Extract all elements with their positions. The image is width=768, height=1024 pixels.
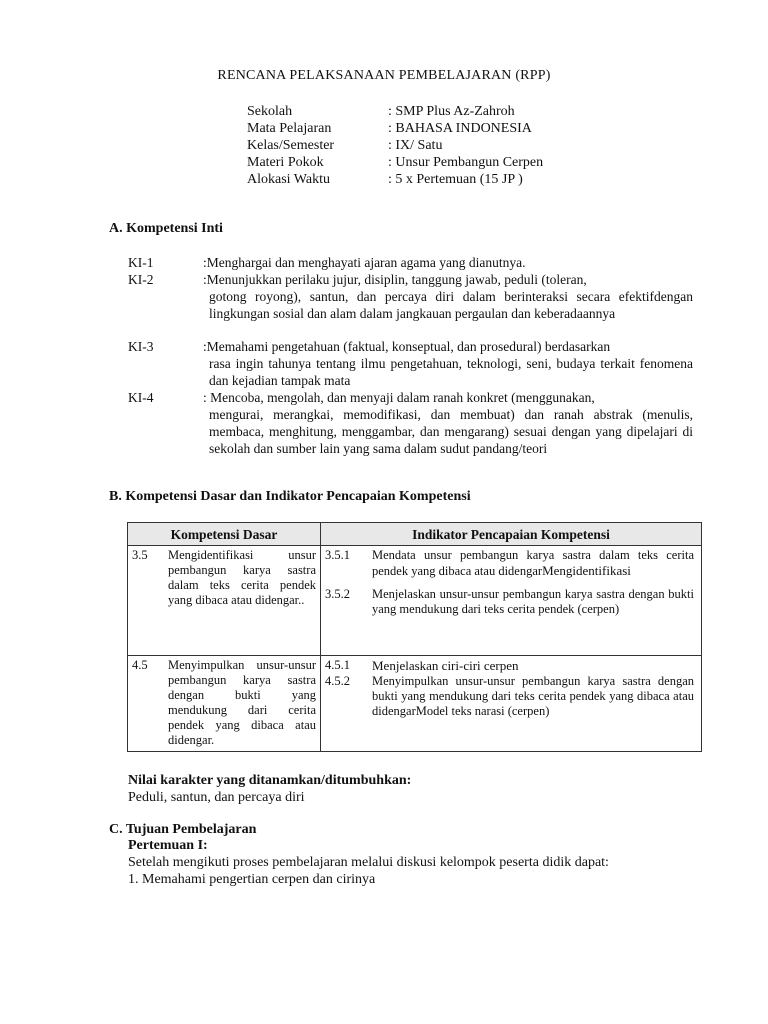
document-title: RENCANA PELAKSANAAN PEMBELAJARAN (RPP) [217, 68, 551, 83]
indicator-number: 4.5.1 [325, 658, 350, 672]
indicator-text-wrap [372, 548, 694, 579]
indicator-text: Menyimpulkan unsur-unsur pembangun karya sastra dengan bukti yang mendukung dari teks cerita pendek yang dibaca atau didengarModel teks narasi (cerpen) [372, 674, 694, 718]
indicator-cell [321, 546, 702, 656]
indicator-item [325, 548, 697, 579]
indicator-text: Mendata unsur pembangun karya sastra dalam teks cerita pendek yang dibaca atau didengar [372, 548, 694, 578]
table-row [128, 656, 702, 752]
kd-cell [128, 656, 321, 752]
indicator-text: Menjelaskan unsur-unsur pembangun karya sastra dengan bukti yang mendukung dari teks cerita pendek (cerpen) [372, 587, 694, 616]
tujuan-intro: Setelah mengikuti proses pembelajaran melalui diskusi kelompok peserta didik dapat: [128, 855, 609, 870]
ki-code: KI-1 [128, 255, 154, 270]
ki-4 [128, 389, 693, 457]
table-row [128, 546, 702, 656]
ki-1 [128, 254, 693, 271]
ki-2 [128, 271, 693, 322]
table-header-row [128, 523, 702, 546]
competency-table [127, 522, 702, 752]
column-header-indikator: Indikator Pencapaian Kompetensi [321, 523, 702, 546]
indicator-number: 4.5.2 [325, 674, 350, 688]
indicator-number: 3.5.1 [325, 548, 350, 562]
info-label: Sekolah [247, 104, 293, 119]
ki-text: :Menunjukkan perilaku jujur, disiplin, tanggung jawab, peduli (toleran, [203, 272, 587, 287]
section-c-heading: C. Tujuan Pembelajaran [109, 822, 257, 837]
indicator-extra: Mengidentifikasi [542, 563, 631, 578]
info-value: : 5 x Pertemuan (15 JP ) [388, 172, 523, 187]
ki-text-continued: mengurai, merangkai, memodifikasi, dan membuat) dan ranah abstrak (menulis, membaca, menghitung, menggambar, dan mengarang) sesuai dengan yang dipelajari di sekolah dan sumber lain yang sama dalam sudut pandang/teori [209, 407, 693, 456]
ki-3 [128, 338, 693, 389]
ki-code: KI-4 [128, 390, 154, 405]
info-value: : BAHASA INDONESIA [388, 121, 532, 136]
kd-number: 3.5 [132, 548, 148, 562]
kd-text: Mengidentifikasi unsur pembangun karya sastra dalam teks cerita pendek yang dibaca atau didengar.. [168, 548, 316, 607]
ki-text: :Menghargai dan menghayati ajaran agama yang dianutnya. [203, 255, 526, 270]
section-b-heading: B. Kompetensi Dasar dan Indikator Pencapaian Kompetensi [109, 489, 471, 504]
ki-code: KI-2 [128, 272, 154, 287]
info-value: : SMP Plus Az-Zahroh [388, 104, 515, 119]
indicator-item [325, 658, 697, 673]
ki-code: KI-3 [128, 339, 154, 354]
indicator-cell [321, 656, 702, 752]
pertemuan-heading: Pertemuan I: [128, 838, 208, 853]
ki-text-continued: rasa ingin tahunya tentang ilmu pengetahuan, teknologi, seni, budaya terkait fenomena dan kejadian tampak mata [209, 356, 693, 388]
info-row-mata-pelajaran [247, 120, 543, 137]
section-a-heading: A. Kompetensi Inti [109, 221, 223, 236]
ki-text: :Memahami pengetahuan (faktual, konseptual, dan prosedural) berdasarkan [203, 339, 611, 354]
info-value: : Unsur Pembangun Cerpen [388, 155, 544, 170]
ki-text-continued: gotong royong), santun, dan percaya diri dalam berinteraksi secara efektifdengan lingkungan sosial dan alam dalam jangkauan pergaulan dan keberadaannya [209, 289, 693, 321]
info-row-kelas-semester [247, 137, 543, 154]
indicator-item [325, 587, 697, 617]
info-value: : IX/ Satu [388, 138, 443, 153]
ki-text: : Mencoba, mengolah, dan menyaji dalam ranah konkret (menggunakan, [203, 390, 595, 405]
info-row-sekolah [247, 103, 543, 120]
info-label: Materi Pokok [247, 155, 324, 170]
kd-cell [128, 546, 321, 656]
kd-number: 4.5 [132, 658, 148, 672]
info-label: Kelas/Semester [247, 138, 335, 153]
nilai-heading: Nilai karakter yang ditanamkan/ditumbuhkan: [128, 773, 412, 788]
column-header-kompetensi-dasar: Kompetensi Dasar [128, 523, 321, 546]
indicator-item [325, 674, 697, 719]
tujuan-item: 1. Memahami pengertian cerpen dan cirinya [128, 872, 376, 887]
info-row-materi-pokok [247, 154, 543, 171]
nilai-text: Peduli, santun, dan percaya diri [128, 790, 305, 805]
info-label: Alokasi Waktu [247, 172, 330, 187]
indicator-number: 3.5.2 [325, 587, 350, 601]
indicator-text: Menjelaskan ciri-ciri cerpen [372, 658, 519, 673]
info-label: Mata Pelajaran [247, 121, 332, 136]
info-row-alokasi-waktu [247, 171, 543, 188]
identity-block [247, 103, 543, 188]
kd-text: Menyimpulkan unsur-unsur pembangun karya sastra dengan bukti yang mendukung dari cerita pendek yang dibaca atau didengar. [168, 658, 316, 747]
